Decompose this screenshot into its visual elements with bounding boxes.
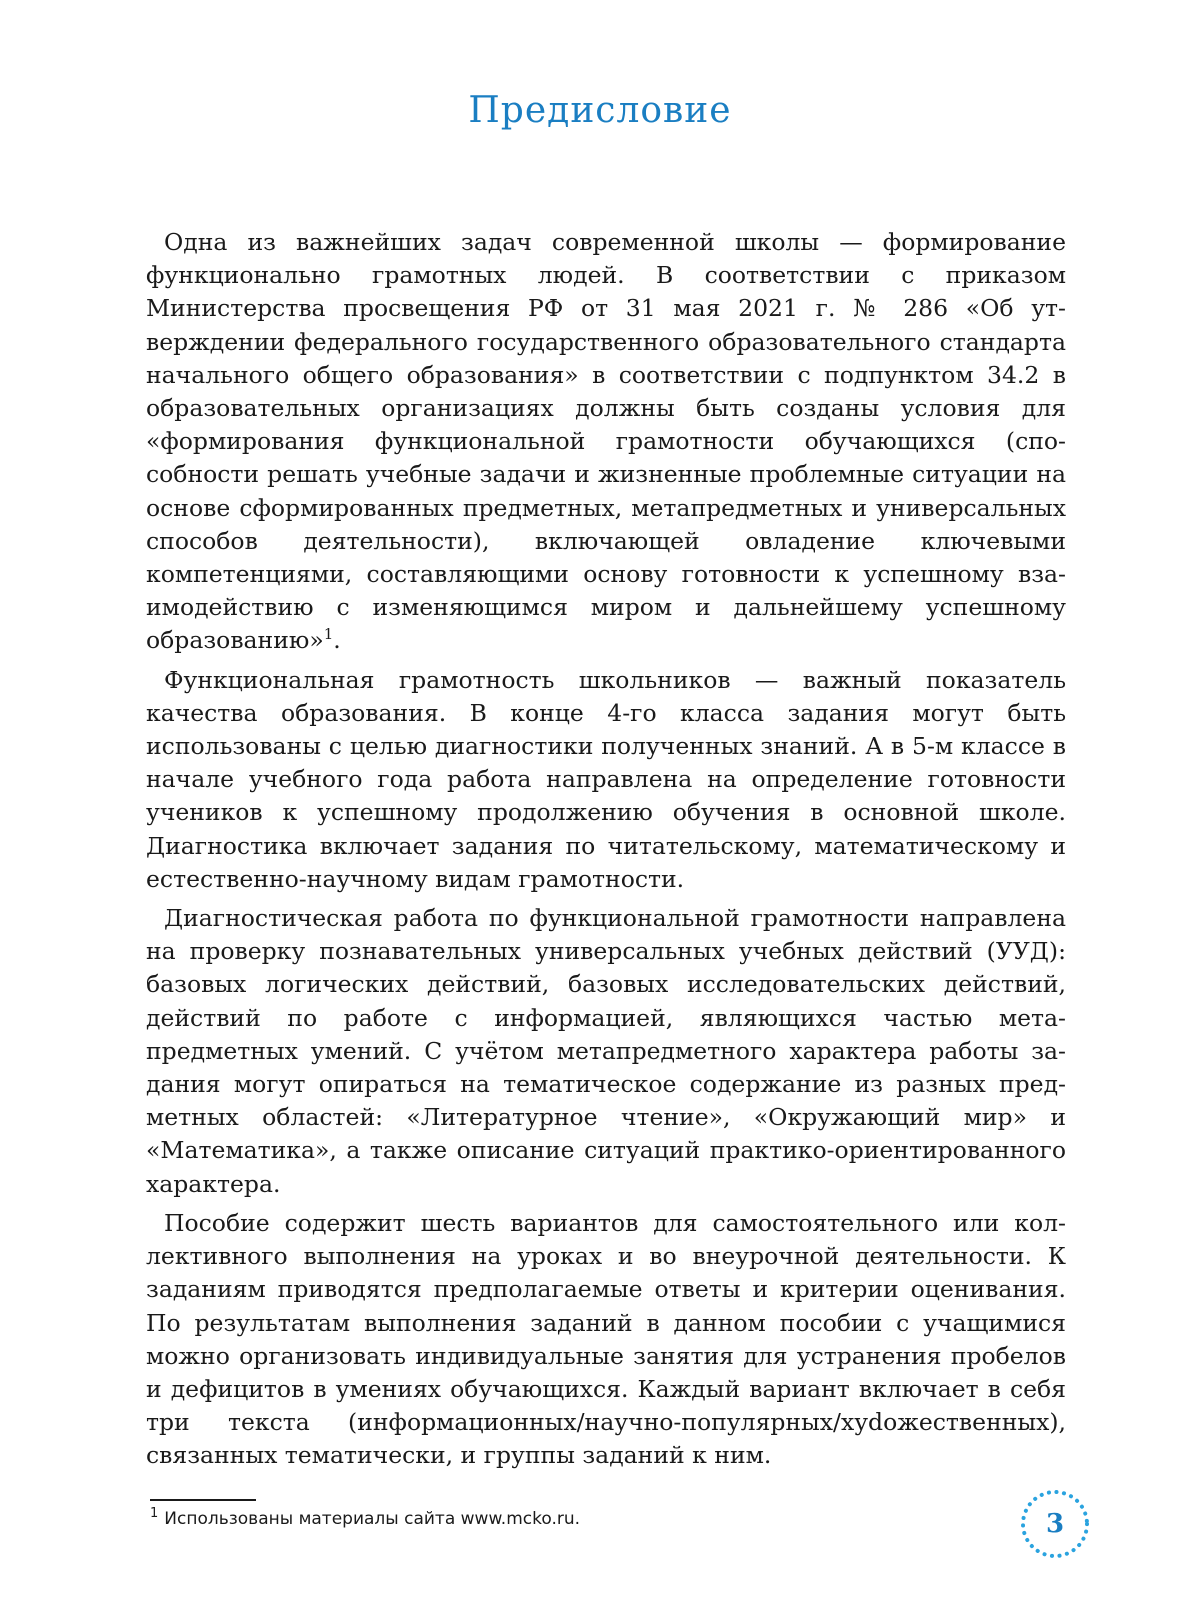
footnote-reference: 1: [323, 625, 334, 644]
footnote-divider: [150, 1499, 256, 1501]
paragraph-4: Пособие содержит шесть вариантов для самостоятельного или коллективного выполнения на уроках и во внеурочной деятельности. К заданиям приводятся предполагаемые ответы и критерии оценивания. По результатам выполнения заданий в данном пособии с учащимися можно организовать индивидуальные занятия для устранения пробелов и дефицитов в умениях обучающихся. Каждый вариант включает в себя три текста (информационных/научно-популярных/хуdожественных), связанных тематически, и группы заданий к ним.: [146, 1208, 1066, 1470]
footnote: [150, 1507, 580, 1531]
page-title: Предисловие: [468, 90, 732, 131]
paragraph-2: Функциональная грамотность школьников — важный показатель качества образования. В конце 4-го класса задания могут быть использованы с целью диагностики полученных знаний. А в 5-м классе в начале учебного года работа направлена на определение готовности учеников к успешному продолжению обучения в основной школе. Диагностика включает задания по читательскому, математическому и естественно-научному видам грамотности.: [146, 665, 1066, 893]
paragraph-1-text: Одна из важнейших задач современной школы — формирование функционально грамотных людей. В соответствии с приказом Министерства просвещения РФ от 31 мая 2021 г. № 286 «Об утверждении федерального государственного образовательного стандарта начального общего образования» в соответствии с подпунктом 34.2 в образовательных организациях должны быть созданы условия для «формирования функциональной грамотности обучающихся (способности решать учебные задачи и жизненные проблемные ситуации на основе сформированных предметных, метапредметных и универсальных способов деятельности), включающей овладение ключевыми компетенциями, составляющими основу готовности к успешному взаимодействию с изменяющимся миром и дальнейшему успешному образованию»: [146, 228, 1066, 655]
preface-body: [146, 226, 1066, 1479]
footnote-number: 1: [150, 1506, 159, 1522]
paragraph-3: Диагностическая работа по функциональной грамотности направлена на проверку познавательных универсальных учебных действий (УУД): базовых логических действий, базовых исследовательских действий, действий по работе с информацией, являющихся частью метапредметных умений. С учётом метапредметного характера работы задания могут опираться на тематическое содержание из разных предметных областей: «Литературное чтение», «Окружающий мир» и «Математика», а также описание ситуаций практико-ориентированного характера.: [146, 904, 1066, 1198]
paragraph-1: [146, 226, 1066, 658]
page-number: 3: [1045, 1509, 1065, 1539]
footnote-text: Использованы материалы сайта www.mcko.ru.: [164, 1509, 581, 1529]
paragraph-1-tail: .: [333, 626, 341, 655]
